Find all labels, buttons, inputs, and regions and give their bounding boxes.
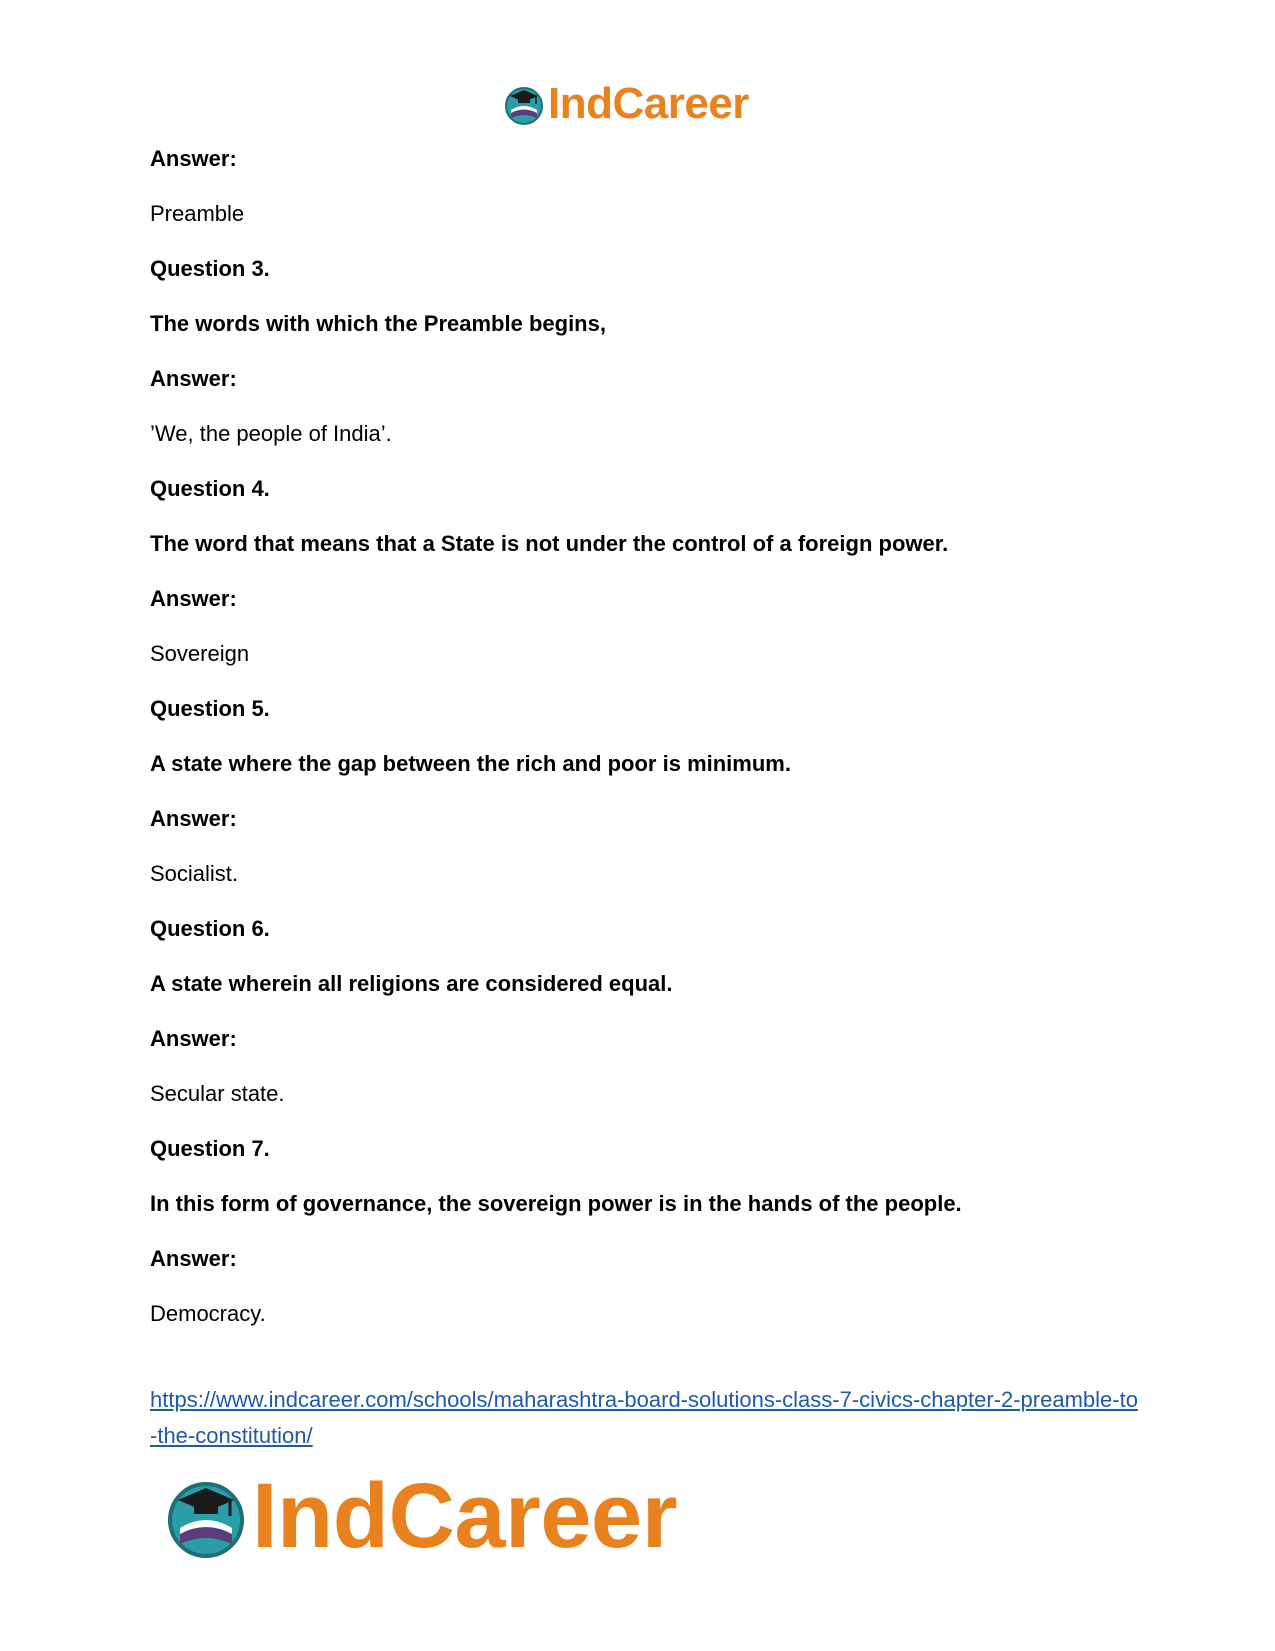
answer-label: Answer: xyxy=(150,1026,237,1051)
question-text: In this form of governance, the sovereign power is in the hands of the people. xyxy=(150,1191,962,1216)
question-text: A state wherein all religions are considered equal. xyxy=(150,971,673,996)
question-number: Question 3. xyxy=(150,256,270,281)
document-body xyxy=(150,146,1130,1356)
question-number: Question 6. xyxy=(150,916,270,941)
answer-label: Answer: xyxy=(150,146,237,171)
source-link[interactable]: https://www.indcareer.com/schools/maharashtra-board-solutions-class-7-civics-chapter-2-preamble-to-the-constitution/ xyxy=(150,1387,1138,1448)
answer-label: Answer: xyxy=(150,366,237,391)
header-logo xyxy=(502,80,749,128)
globe-book-cap-icon xyxy=(162,1472,250,1560)
footer-logo xyxy=(162,1465,677,1567)
globe-book-cap-icon xyxy=(502,82,546,126)
footer-logo-text: IndCareer xyxy=(252,1465,677,1567)
answer-text: Democracy. xyxy=(150,1301,266,1326)
answer-text: ’We, the people of India’. xyxy=(150,421,392,446)
question-text: A state where the gap between the rich and poor is minimum. xyxy=(150,751,791,776)
question-number: Question 4. xyxy=(150,476,270,501)
answer-label: Answer: xyxy=(150,1246,237,1271)
question-text: The word that means that a State is not under the control of a foreign power. xyxy=(150,531,949,556)
question-number: Question 5. xyxy=(150,696,270,721)
header-logo-text: IndCareer xyxy=(548,79,749,128)
question-number: Question 7. xyxy=(150,1136,270,1161)
answer-label: Answer: xyxy=(150,586,237,611)
answer-text: Preamble xyxy=(150,201,245,226)
answer-text: Socialist. xyxy=(150,861,239,886)
answer-text: Secular state. xyxy=(150,1081,285,1106)
answer-text: Sovereign xyxy=(150,641,250,666)
answer-label: Answer: xyxy=(150,806,237,831)
question-text: The words with which the Preamble begins, xyxy=(150,311,606,336)
